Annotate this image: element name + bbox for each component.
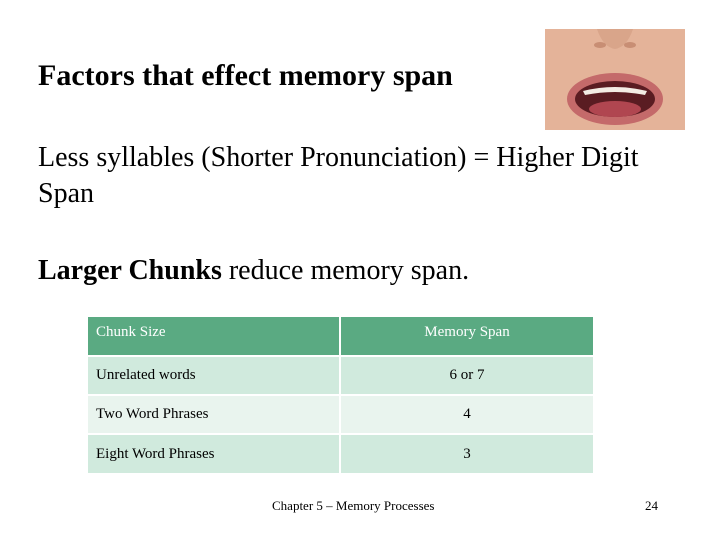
point-syllables: Less syllables (Shorter Pronunciation) = Higher Digit Span [38, 142, 639, 209]
point-chunks [38, 253, 469, 289]
row-label: Unrelated words [88, 356, 340, 395]
table-header-row [88, 317, 593, 356]
row-value: 4 [340, 395, 593, 434]
page-number: 24 [645, 498, 658, 513]
mouth-photo [545, 29, 685, 130]
point-chunks-bold: Larger Chunks [38, 255, 222, 286]
row-value: 6 or 7 [340, 356, 593, 395]
footer-chapter: Chapter 5 – Memory Processes [272, 498, 435, 513]
header-chunk-size: Chunk Size [96, 324, 166, 340]
row-label: Two Word Phrases [88, 395, 340, 434]
point-chunks-rest: reduce memory span. [221, 255, 470, 286]
chunk-table [88, 317, 593, 473]
table-row [88, 434, 593, 473]
table-row [88, 395, 593, 434]
slide-title: Factors that effect memory span [38, 59, 453, 92]
table-row [88, 356, 593, 395]
row-label: Eight Word Phrases [88, 434, 340, 473]
row-value: 3 [340, 434, 593, 473]
header-memory-span: Memory Span [340, 317, 593, 356]
